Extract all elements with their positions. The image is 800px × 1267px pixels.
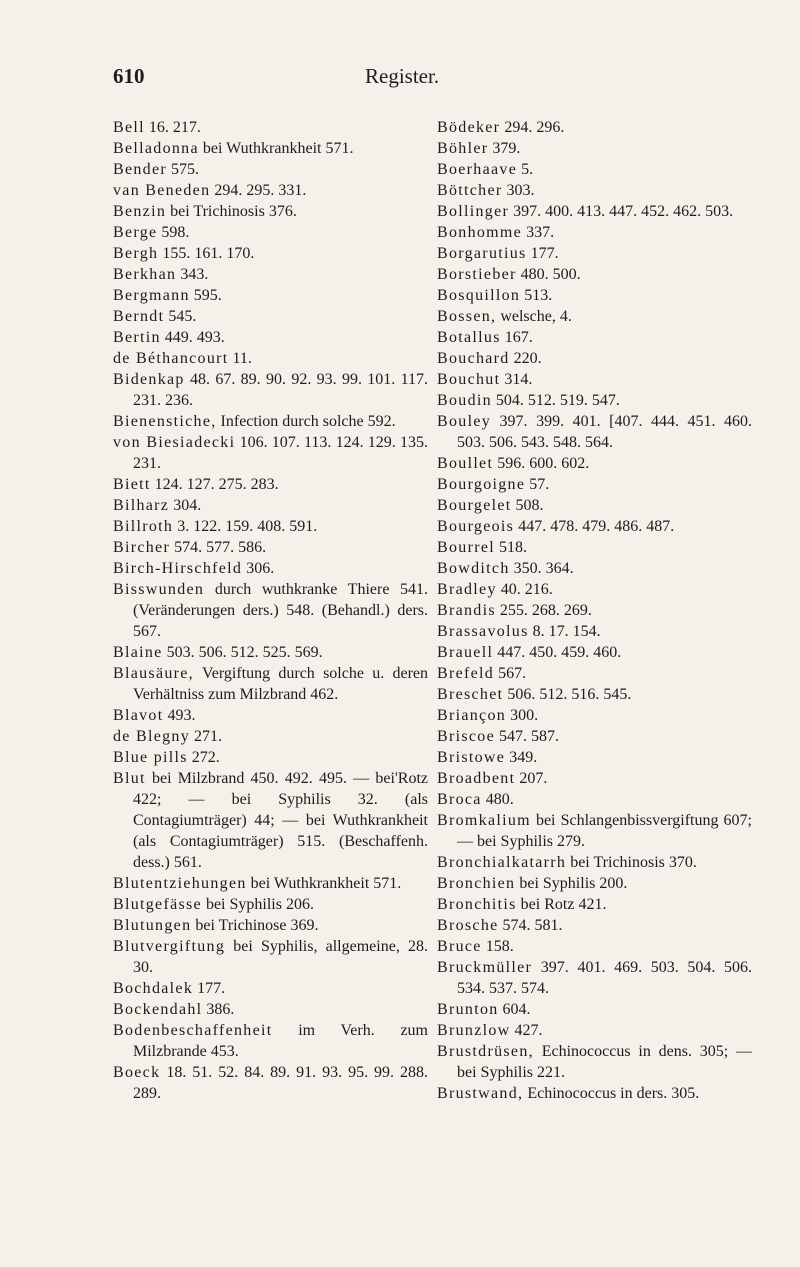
entry-references: 349. (505, 749, 538, 766)
index-entry (113, 873, 428, 894)
entry-heading: Berndt (113, 308, 165, 325)
entry-heading: Bourgeois (437, 518, 515, 535)
entry-heading: Böttcher (437, 182, 503, 199)
index-entry (437, 558, 752, 579)
page-title: Register. (365, 64, 440, 88)
index-entry (113, 915, 428, 936)
entry-heading: Bell (113, 119, 145, 136)
entry-references: 575. (167, 161, 200, 178)
entry-heading: Bollinger (437, 203, 510, 220)
entry-heading: Bockendahl (113, 1001, 203, 1018)
entry-references: bei Syphilis 200. (515, 875, 628, 892)
entry-heading: Brunzlow (437, 1022, 511, 1039)
entry-references: bei Milzbrand 450. 492. 495. — bei'Rotz 422; — bei Syphilis 32. (als Contagiumträger) 44; — bei Wuthkrankheit (als Contagiumträger) 515. (Beschaffenh. dess.) 561. (133, 770, 428, 871)
entry-references: 11. (228, 350, 252, 367)
entry-heading: Belladonna (113, 140, 199, 157)
entry-references: 595. (189, 287, 222, 304)
index-entry (437, 411, 752, 453)
entry-references: 508. (511, 497, 544, 514)
index-entry (437, 936, 752, 957)
entry-references: 350. 364. (509, 560, 574, 577)
entry-heading: Brustwand, (437, 1085, 524, 1102)
index-entry (437, 810, 752, 852)
entry-references: 272. (187, 749, 220, 766)
entry-heading: Blaine (113, 644, 163, 661)
entry-heading: Borstieber (437, 266, 517, 283)
entry-heading: Bossen, (437, 308, 497, 325)
index-column-right (437, 117, 752, 1104)
entry-references: Echinococcus in dens. 305; — bei Syphilis 221. (457, 1043, 752, 1081)
entry-heading: Boudin (437, 392, 492, 409)
entry-heading: de Béthancourt (113, 350, 229, 367)
entry-heading: Boerhaave (437, 161, 518, 178)
entry-heading: Blut (113, 770, 146, 787)
index-entry (437, 516, 752, 537)
entry-references: 504. 512. 519. 547. (491, 392, 620, 409)
index-entry (113, 1062, 428, 1104)
entry-heading: Borgarutius (437, 245, 527, 262)
entry-heading: Blutungen (113, 917, 192, 934)
entry-heading: Bourgelet (437, 497, 512, 514)
entry-heading: Botallus (437, 329, 501, 346)
index-entry (437, 138, 752, 159)
entry-heading: Briançon (437, 707, 507, 724)
index-entry (113, 180, 428, 201)
entry-references: 207. (515, 770, 548, 787)
entry-references: 155. 161. 170. (158, 245, 255, 262)
index-entry (437, 348, 752, 369)
index-entry (437, 369, 752, 390)
index-entry (437, 159, 752, 180)
index-entry (113, 474, 428, 495)
entry-references: 547. 587. (494, 728, 559, 745)
index-entry (437, 474, 752, 495)
index-entry (437, 264, 752, 285)
entry-heading: Brosche (437, 917, 499, 934)
entry-references: bei Syphilis, allgemeine, 28. 30. (133, 938, 428, 976)
entry-heading: de Blegny (113, 728, 191, 745)
entry-heading: Bircher (113, 539, 171, 556)
entry-heading: Bilharz (113, 497, 170, 514)
index-entry (437, 789, 752, 810)
index-entry (437, 915, 752, 936)
index-entry (437, 222, 752, 243)
index-entry (437, 327, 752, 348)
entry-references: 158. (481, 938, 514, 955)
entry-references: 386. (202, 1001, 235, 1018)
index-entry (113, 999, 428, 1020)
entry-heading: Blue pills (113, 749, 188, 766)
index-entry (113, 747, 428, 768)
index-entry (113, 495, 428, 516)
index-entry (437, 642, 752, 663)
entry-heading: Bouchut (437, 371, 501, 388)
entry-references: 177. (193, 980, 226, 997)
entry-references: bei Wuthkrankheit 571. (198, 140, 354, 157)
index-entry (113, 432, 428, 474)
index-entry (437, 537, 752, 558)
index-entry (437, 579, 752, 600)
entry-references: 397. 400. 413. 447. 452. 462. 503. (509, 203, 734, 220)
index-entry (113, 327, 428, 348)
index-entry (113, 117, 428, 138)
index-entry (113, 516, 428, 537)
index-entry (437, 873, 752, 894)
entry-heading: Bergmann (113, 287, 190, 304)
index-entry (113, 201, 428, 222)
entry-references: 480. (481, 791, 514, 808)
entry-heading: Bertin (113, 329, 161, 346)
entry-heading: Bender (113, 161, 168, 178)
entry-references: 306. (242, 560, 275, 577)
entry-heading: Boeck (113, 1064, 161, 1081)
entry-heading: Bonhomme (437, 224, 523, 241)
entry-references: 449. 493. (160, 329, 225, 346)
entry-references: 48. 67. 89. 90. 92. 93. 99. 101. 117. 231. 236. (133, 371, 428, 409)
entry-references: bei Syphilis 206. (201, 896, 314, 913)
entry-references: 314. (500, 371, 533, 388)
entry-references: 427. (510, 1022, 543, 1039)
entry-references: Infection durch solche 592. (216, 413, 396, 430)
index-entry (437, 306, 752, 327)
entry-references: 294. 296. (500, 119, 565, 136)
index-entry (437, 1020, 752, 1041)
index-entry (113, 894, 428, 915)
index-entry (437, 852, 752, 873)
index-entry (113, 411, 428, 432)
entry-references: 596. 600. 602. (493, 455, 590, 472)
entry-heading: Brustdrüsen, (437, 1043, 534, 1060)
entry-heading: Bristowe (437, 749, 506, 766)
entry-references: 337. (522, 224, 555, 241)
entry-heading: Bowditch (437, 560, 510, 577)
index-entry (113, 768, 428, 873)
entry-references: 545. (164, 308, 197, 325)
entry-heading: Boullet (437, 455, 494, 472)
entry-references: 480. 500. (516, 266, 581, 283)
entry-references: 255. 268. 269. (495, 602, 592, 619)
entry-heading: Bruckmüller (437, 959, 533, 976)
index-entry (113, 705, 428, 726)
index-entry (113, 726, 428, 747)
entry-references: bei Trichinosis 376. (166, 203, 297, 220)
entry-heading: Bronchien (437, 875, 516, 892)
index-entry (437, 1041, 752, 1083)
entry-heading: Berkhan (113, 266, 177, 283)
entry-heading: Bourrel (437, 539, 495, 556)
index-entry (437, 705, 752, 726)
entry-heading: Brauell (437, 644, 494, 661)
entry-references: bei Trichinose 369. (191, 917, 319, 934)
entry-heading: Bromkalium (437, 812, 531, 829)
entry-references: 343. (176, 266, 209, 283)
index-entry (437, 747, 752, 768)
entry-heading: Bourgoigne (437, 476, 526, 493)
entry-heading: Brunton (437, 1001, 499, 1018)
entry-references: 397. 399. 401. [407. 444. 451. 460. 503. 506. 543. 548. 564. (457, 413, 752, 451)
index-entry (437, 243, 752, 264)
index-entry (437, 201, 752, 222)
entry-heading: Bodenbeschaffenheit (113, 1022, 273, 1039)
entry-heading: Bidenkap (113, 371, 185, 388)
index-entry (113, 159, 428, 180)
index-entry (113, 978, 428, 999)
entry-references: 493. (163, 707, 196, 724)
index-entry (437, 999, 752, 1020)
page-number: 610 (113, 64, 145, 88)
entry-heading: Bosquillon (437, 287, 521, 304)
entry-heading: van Beneden (113, 182, 211, 199)
index-entry (437, 495, 752, 516)
index-entry (113, 642, 428, 663)
entry-references: durch wuthkranke Thiere 541. (Veränderungen ders.) 548. (Behandl.) ders. 567. (133, 581, 428, 640)
index-entry (437, 726, 752, 747)
entry-references: 18. 51. 52. 84. 89. 91. 93. 95. 99. 288. 289. (133, 1064, 428, 1102)
entry-references: Echinococcus in ders. 305. (523, 1085, 700, 1102)
entry-references: 379. (488, 140, 521, 157)
entry-references: 8. 17. 154. (528, 623, 601, 640)
entry-references: Vergiftung durch solche u. deren Verhältniss zum Milzbrand 462. (133, 665, 428, 703)
entry-references: 574. 577. 586. (170, 539, 267, 556)
entry-references: 513. (520, 287, 553, 304)
index-entry (113, 936, 428, 978)
entry-references: im Verh. zum Milzbrande 453. (133, 1022, 428, 1060)
index-entry (437, 768, 752, 789)
index-entry (437, 684, 752, 705)
entry-heading: Blutvergiftung (113, 938, 226, 955)
entry-references: 294. 295. 331. (210, 182, 307, 199)
entry-heading: Bruce (437, 938, 482, 955)
entry-heading: Bronchitis (437, 896, 517, 913)
index-entry (113, 306, 428, 327)
index-entry (113, 579, 428, 642)
entry-references: 124. 127. 275. 283. (150, 476, 279, 493)
index-entry (113, 369, 428, 411)
entry-references: bei Wuthkrankheit 571. (246, 875, 402, 892)
entry-heading: Broca (437, 791, 482, 808)
entry-heading: Bödeker (437, 119, 501, 136)
entry-references: bei Trichinosis 370. (566, 854, 697, 871)
entry-heading: Briscoe (437, 728, 495, 745)
index-entry (113, 663, 428, 705)
entry-references: bei Schlangenbissvergiftung 607; — bei Syphilis 279. (457, 812, 752, 850)
entry-heading: Bronchialkatarrh (437, 854, 567, 871)
entry-heading: Biett (113, 476, 151, 493)
index-entry (113, 243, 428, 264)
entry-heading: Brefeld (437, 665, 495, 682)
index-entry (437, 957, 752, 999)
entry-references: 271. (190, 728, 223, 745)
index-entry (113, 222, 428, 243)
entry-references: 40. 216. (496, 581, 553, 598)
index-entry (113, 537, 428, 558)
entry-heading: Bochdalek (113, 980, 194, 997)
index-entry (437, 1083, 752, 1104)
index-entry (437, 621, 752, 642)
index-entry (437, 453, 752, 474)
entry-heading: Bouley (437, 413, 492, 430)
index-entry (113, 348, 428, 369)
entry-heading: Blavot (113, 707, 164, 724)
entry-heading: Blausäure, (113, 665, 194, 682)
index-entry (113, 138, 428, 159)
entry-heading: Berge (113, 224, 158, 241)
index-entry (437, 117, 752, 138)
index-entry (437, 390, 752, 411)
index-entry (437, 894, 752, 915)
index-entry (437, 600, 752, 621)
entry-heading: Breschet (437, 686, 504, 703)
entry-references: 598. (157, 224, 190, 241)
entry-heading: Billroth (113, 518, 174, 535)
entry-heading: Blutentziehungen (113, 875, 247, 892)
entry-heading: Bradley (437, 581, 497, 598)
index-entry (437, 663, 752, 684)
entry-references: 3. 122. 159. 408. 591. (173, 518, 318, 535)
entry-heading: von Biesiadecki (113, 434, 236, 451)
entry-references: 604. (498, 1001, 531, 1018)
entry-heading: Bouchard (437, 350, 510, 367)
entry-references: 220. (509, 350, 542, 367)
entry-heading: Brandis (437, 602, 496, 619)
entry-references: 16. 217. (144, 119, 201, 136)
index-entry (437, 180, 752, 201)
index-column-left (113, 117, 428, 1104)
entry-heading: Bienenstiche, (113, 413, 217, 430)
entry-references: 574. 581. (498, 917, 563, 934)
entry-references: 304. (169, 497, 202, 514)
entry-heading: Blutgefässe (113, 896, 202, 913)
entry-references: welsche, 4. (496, 308, 572, 325)
entry-references: 397. 401. 469. 503. 504. 506. 534. 537. 574. (457, 959, 752, 997)
entry-references: 167. (500, 329, 533, 346)
entry-heading: Brassavolus (437, 623, 529, 640)
page-header (0, 64, 800, 94)
entry-references: 57. (525, 476, 550, 493)
index-entry (113, 1020, 428, 1062)
entry-references: 447. 478. 479. 486. 487. (514, 518, 675, 535)
index-entry (113, 558, 428, 579)
entry-references: 503. 506. 512. 525. 569. (162, 644, 323, 661)
index-entry (437, 285, 752, 306)
entry-references: bei Rotz 421. (516, 896, 607, 913)
index-entry (113, 264, 428, 285)
entry-heading: Bergh (113, 245, 159, 262)
entry-heading: Böhler (437, 140, 489, 157)
entry-references: 300. (506, 707, 539, 724)
entry-references: 177. (526, 245, 559, 262)
entry-references: 106. 107. 113. 124. 129. 135. 231. (133, 434, 429, 472)
entry-heading: Bisswunden (113, 581, 205, 598)
entry-heading: Broadbent (437, 770, 516, 787)
entry-references: 5. (517, 161, 534, 178)
entry-references: 518. (494, 539, 527, 556)
entry-references: 567. (494, 665, 527, 682)
entry-references: 506. 512. 516. 545. (503, 686, 632, 703)
entry-references: 303. (502, 182, 535, 199)
entry-heading: Benzin (113, 203, 167, 220)
index-entry (113, 285, 428, 306)
entry-references: 447. 450. 459. 460. (493, 644, 622, 661)
entry-heading: Birch-Hirschfeld (113, 560, 243, 577)
